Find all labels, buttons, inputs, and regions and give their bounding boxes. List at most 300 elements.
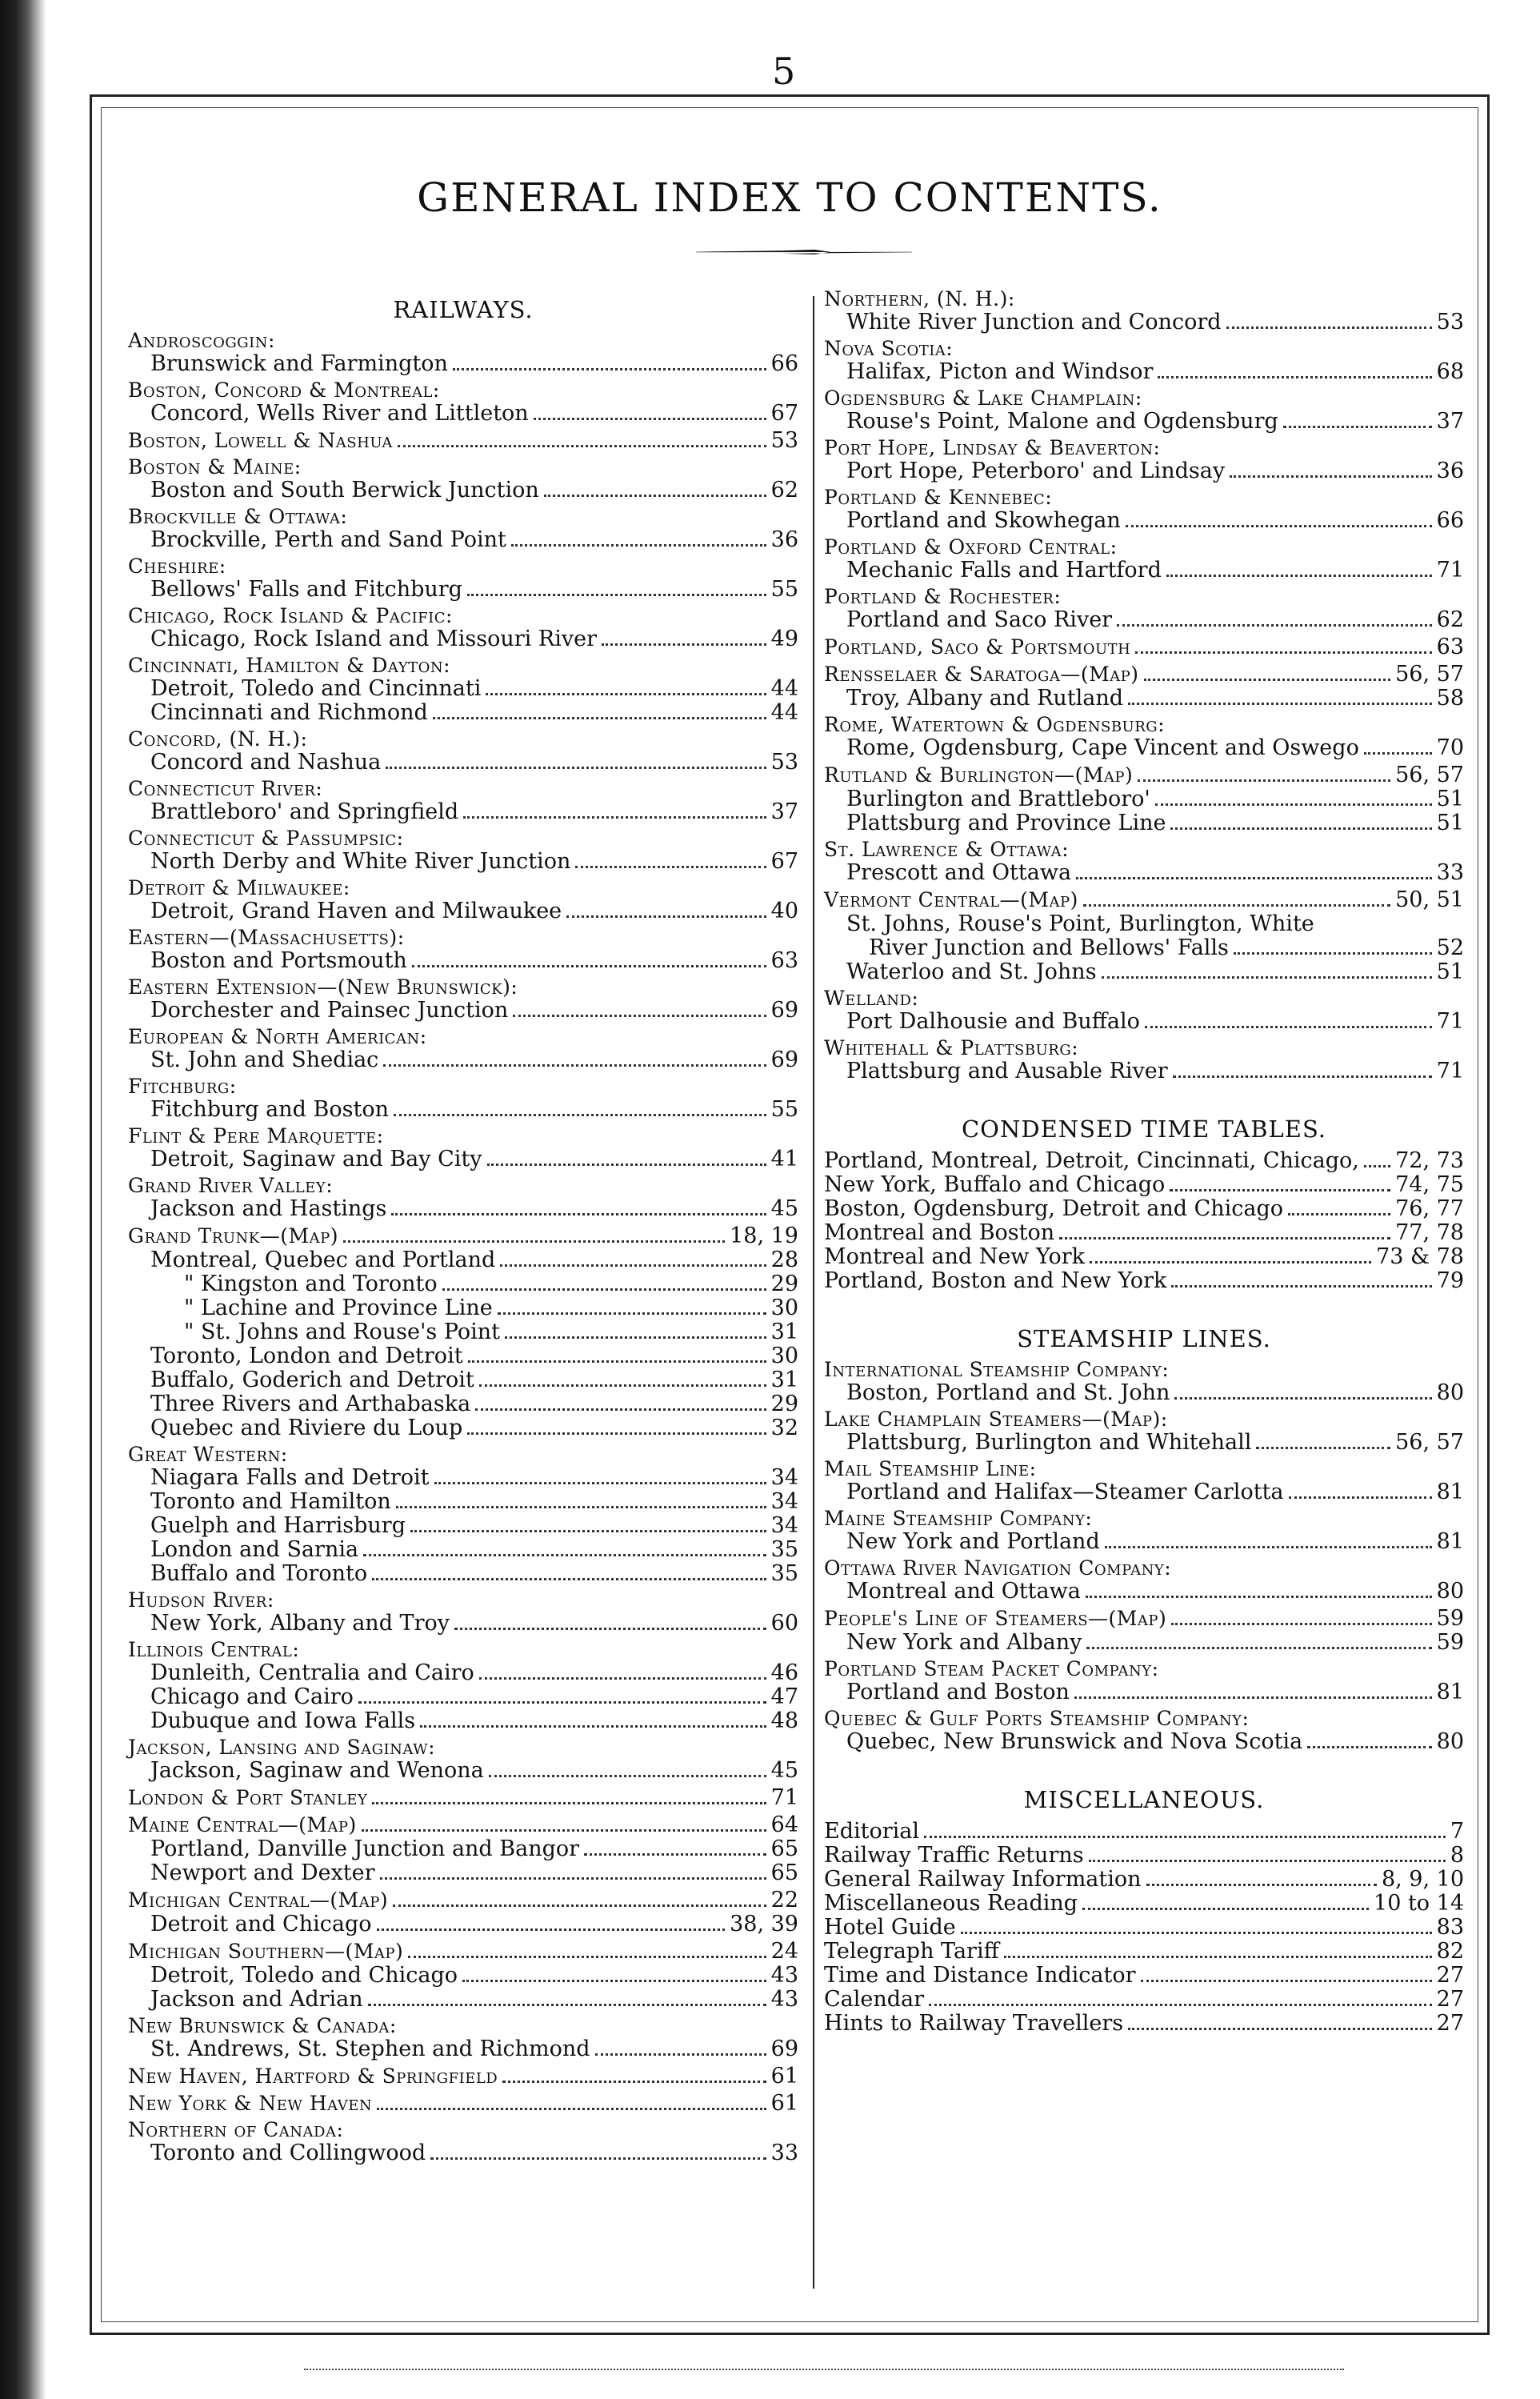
index-entry-title: Portland Steam Packet Company: bbox=[824, 1657, 1159, 1680]
index-line bbox=[824, 1580, 1464, 1604]
index-line-text: Plattsburg and Ausable River bbox=[846, 1059, 1168, 1083]
index-entry-heading-line bbox=[128, 2092, 798, 2116]
index-line-text: Calendar bbox=[824, 1987, 925, 2012]
index-line-text: Port Dalhousie and Buffalo bbox=[846, 1009, 1140, 1034]
index-line bbox=[128, 1466, 798, 1490]
dot-leader bbox=[513, 1015, 766, 1017]
page-ref: 71 bbox=[770, 1785, 798, 1810]
index-line-text: Telegraph Tariff bbox=[824, 1939, 999, 1964]
index-line bbox=[128, 1197, 798, 1221]
dot-leader bbox=[534, 418, 766, 420]
index-line bbox=[128, 2141, 798, 2165]
index-line-text: Hotel Guide bbox=[824, 1915, 956, 1940]
index-line-text: Cincinnati and Richmond bbox=[150, 700, 428, 725]
index-entry-title: Northern of Canada: bbox=[128, 2118, 344, 2141]
index-entry-title: International Steamship Company: bbox=[824, 1358, 1170, 1381]
index-entry bbox=[128, 605, 798, 651]
dot-leader bbox=[462, 1980, 766, 1982]
dot-leader bbox=[595, 2053, 766, 2056]
index-entry bbox=[128, 778, 798, 824]
page-ref: 63 bbox=[1436, 635, 1464, 659]
page-ref: 74, 75 bbox=[1395, 1172, 1464, 1197]
index-entry-title: St. Lawrence & Ottawa: bbox=[824, 838, 1070, 861]
index-line-text: North Derby and White River Junction bbox=[150, 849, 571, 874]
index-line bbox=[128, 1759, 798, 1783]
page-ref: 22 bbox=[770, 1888, 798, 1912]
dot-leader bbox=[463, 816, 766, 819]
page-ref: 43 bbox=[770, 1963, 798, 1988]
index-entry bbox=[824, 536, 1464, 583]
index-line-text: White River Junction and Concord bbox=[846, 310, 1222, 334]
page-ref: 27 bbox=[1436, 2011, 1464, 2036]
index-entry-title: Eastern—(Massachusetts): bbox=[128, 926, 405, 949]
left-column bbox=[128, 288, 798, 2169]
index-line-text: Dunleith, Centralia and Cairo bbox=[150, 1660, 474, 1685]
index-line bbox=[128, 850, 798, 874]
index-line bbox=[128, 1912, 798, 1936]
page-ref: 71 bbox=[1436, 558, 1464, 583]
dot-leader bbox=[566, 915, 766, 918]
dot-leader bbox=[1059, 1237, 1390, 1240]
index-line bbox=[824, 1197, 1464, 1221]
dot-leader bbox=[467, 594, 766, 596]
index-line-text: St. Andrews, St. Stephen and Richmond bbox=[150, 2037, 590, 2061]
index-line-text: General Railway Information bbox=[824, 1867, 1142, 1892]
index-entry bbox=[128, 1786, 798, 1810]
index-line-text: Prescott and Ottawa bbox=[846, 860, 1072, 885]
page-ref: 52 bbox=[1436, 935, 1464, 960]
right-column bbox=[824, 288, 1464, 2036]
dot-leader bbox=[479, 1384, 766, 1387]
index-entry-title: Rutland & Burlington—(Map) bbox=[824, 763, 1134, 787]
page-ref: 81 bbox=[1436, 1529, 1464, 1554]
dot-leader bbox=[511, 544, 766, 547]
index-line bbox=[128, 1392, 798, 1416]
dot-leader bbox=[475, 1408, 766, 1411]
index-line bbox=[824, 310, 1464, 334]
page-ref: 71 bbox=[1436, 1059, 1464, 1083]
index-entry-heading-line bbox=[128, 429, 798, 453]
index-line bbox=[824, 811, 1464, 835]
page-ref: 69 bbox=[770, 1047, 798, 1072]
index-line bbox=[128, 1964, 798, 1988]
index-line-text: Time and Distance Indicator bbox=[824, 1963, 1136, 1988]
index-entry bbox=[824, 663, 1464, 711]
index-line-text: Buffalo and Toronto bbox=[150, 1561, 368, 1586]
index-line-text: Montreal and New York bbox=[824, 1244, 1085, 1269]
page-ref: 62 bbox=[770, 478, 798, 503]
index-line bbox=[128, 1988, 798, 2012]
index-entry bbox=[128, 1075, 798, 1122]
index-entry bbox=[128, 728, 798, 775]
index-line bbox=[128, 1248, 798, 1272]
index-line bbox=[128, 999, 798, 1023]
dot-leader bbox=[1117, 624, 1432, 627]
page-ref: 79 bbox=[1436, 1268, 1464, 1293]
dot-leader bbox=[408, 1956, 766, 1958]
dot-leader bbox=[575, 866, 766, 868]
index-line bbox=[824, 1940, 1464, 1964]
index-line bbox=[128, 1098, 798, 1122]
page-ref: 43 bbox=[770, 1987, 798, 2012]
index-entry-title: Connecticut & Passumpsic: bbox=[128, 827, 404, 850]
index-entry bbox=[824, 839, 1464, 885]
page-ref: 53 bbox=[770, 750, 798, 775]
dot-leader bbox=[377, 1928, 726, 1931]
page-ref: 56, 57 bbox=[1395, 763, 1464, 787]
index-entry-title: People's Line of Steamers—(Map) bbox=[824, 1607, 1167, 1630]
page-ref: 53 bbox=[1436, 310, 1464, 334]
index-entry bbox=[824, 1708, 1464, 1754]
index-line bbox=[824, 1269, 1464, 1293]
index-entry bbox=[128, 1813, 798, 1885]
index-entry-title: Welland: bbox=[824, 987, 919, 1010]
index-line bbox=[128, 1368, 798, 1392]
dot-leader bbox=[1146, 1884, 1377, 1886]
index-line bbox=[128, 479, 798, 503]
index-line bbox=[128, 899, 798, 923]
index-line-text: Brattleboro' and Springfield bbox=[150, 799, 459, 824]
book-binding-edge bbox=[0, 0, 46, 2399]
index-line bbox=[128, 1048, 798, 1072]
index-entry bbox=[128, 1125, 798, 1171]
index-entry-title: New Haven, Hartford & Springfield bbox=[128, 2065, 498, 2088]
index-line-text: St. Johns, Rouse's Point, Burlington, White bbox=[846, 911, 1314, 936]
dot-leader bbox=[602, 643, 766, 646]
index-entry-title: Fitchburg: bbox=[128, 1075, 237, 1098]
page-ref: 65 bbox=[770, 1836, 798, 1861]
page-ref: 36 bbox=[770, 527, 798, 552]
index-line bbox=[824, 1010, 1464, 1034]
page-ref: 55 bbox=[770, 577, 798, 602]
index-entry bbox=[128, 1639, 798, 1733]
index-entry bbox=[128, 2015, 798, 2061]
page-ref: 10 to 14 bbox=[1374, 1891, 1464, 1916]
index-entry bbox=[128, 1026, 798, 1072]
index-line-text: Bellows' Falls and Fitchburg bbox=[150, 577, 462, 602]
dot-leader bbox=[386, 767, 766, 769]
index-entry bbox=[128, 1444, 798, 1586]
index-entry-title: London & Port Stanley bbox=[128, 1786, 368, 1809]
index-entry bbox=[824, 387, 1464, 434]
index-entry-title: New Brunswick & Canada: bbox=[128, 2014, 397, 2037]
dot-leader bbox=[544, 495, 766, 497]
index-entry-title: Maine Steamship Company: bbox=[824, 1507, 1093, 1530]
index-line bbox=[824, 1964, 1464, 1988]
index-entry-title: Cheshire: bbox=[128, 555, 226, 578]
index-line-text: Burlington and Brattleboro' bbox=[846, 787, 1150, 811]
page-ref: 46 bbox=[770, 1660, 798, 1685]
index-entry bbox=[128, 655, 798, 725]
index-line-text: Concord, Wells River and Littleton bbox=[150, 401, 529, 426]
index-entry-title: Rensselaer & Saratoga—(Map) bbox=[824, 663, 1139, 686]
index-entry bbox=[128, 429, 798, 453]
dot-leader bbox=[368, 2004, 766, 2006]
dot-leader bbox=[1170, 1189, 1390, 1191]
index-line bbox=[128, 1147, 798, 1171]
dot-leader bbox=[1145, 1026, 1432, 1028]
index-entry-title: European & North American: bbox=[128, 1025, 427, 1048]
index-line bbox=[128, 1344, 798, 1368]
dot-leader bbox=[430, 2157, 766, 2160]
index-line-text: London and Sarnia bbox=[150, 1537, 359, 1562]
index-entry-title: Grand River Valley: bbox=[128, 1174, 334, 1197]
dot-leader bbox=[380, 1877, 766, 1880]
dot-leader bbox=[1256, 1447, 1390, 1449]
index-entry bbox=[128, 555, 798, 602]
index-line-text: " St. Johns and Rouse's Point bbox=[184, 1320, 501, 1344]
index-line-text: Quebec, New Brunswick and Nova Scotia bbox=[846, 1729, 1303, 1754]
index-entry-title: Vermont Central—(Map) bbox=[824, 888, 1078, 911]
index-line-text: Boston and Portsmouth bbox=[150, 948, 407, 973]
page-ref: 30 bbox=[770, 1296, 798, 1320]
index-line-text: Jackson and Hastings bbox=[150, 1196, 387, 1221]
index-line-text: Niagara Falls and Detroit bbox=[150, 1465, 430, 1490]
railway-index-list bbox=[128, 330, 798, 2165]
index-line bbox=[128, 1320, 798, 1344]
page-ref: 73 & 78 bbox=[1376, 1244, 1464, 1269]
index-line bbox=[824, 1680, 1464, 1704]
index-line bbox=[824, 1868, 1464, 1892]
dot-leader bbox=[1174, 1397, 1431, 1400]
dot-leader bbox=[454, 1628, 766, 1630]
page-ref: 8 bbox=[1450, 1843, 1464, 1868]
index-entry bbox=[824, 1557, 1464, 1604]
page-ref: 45 bbox=[770, 1196, 798, 1221]
page-number: 5 bbox=[772, 50, 796, 93]
dot-leader bbox=[1155, 803, 1432, 806]
index-line-text: Quebec and Riviere du Loup bbox=[150, 1416, 463, 1440]
page-ref: 61 bbox=[770, 2091, 798, 2116]
dot-leader bbox=[1074, 1696, 1432, 1699]
dot-leader bbox=[1230, 475, 1432, 478]
index-entry bbox=[128, 379, 798, 426]
page-ref: 35 bbox=[770, 1537, 798, 1562]
index-entry bbox=[824, 635, 1464, 659]
index-entry-heading-line bbox=[824, 663, 1464, 687]
dot-leader bbox=[362, 1829, 766, 1832]
index-entry-title: New York & New Haven bbox=[128, 2092, 373, 2115]
index-line-text: Waterloo and St. Johns bbox=[846, 959, 1097, 984]
index-line-text: Newport and Dexter bbox=[150, 1860, 375, 1885]
index-entry bbox=[824, 763, 1464, 835]
dot-leader bbox=[1144, 679, 1391, 681]
index-line bbox=[128, 1416, 798, 1440]
index-line-text: Detroit, Toledo and Chicago bbox=[150, 1963, 458, 1988]
index-line-text: Dubuque and Iowa Falls bbox=[150, 1708, 416, 1733]
index-line-text: Halifax, Picton and Windsor bbox=[846, 359, 1154, 384]
page-ref: 68 bbox=[1436, 359, 1464, 384]
index-line-text: Three Rivers and Arthabaska bbox=[150, 1392, 471, 1416]
index-entry-title: Androscoggin: bbox=[128, 329, 275, 352]
page-ref: 71 bbox=[1436, 1009, 1464, 1034]
page-ref: 27 bbox=[1436, 1987, 1464, 2012]
dot-leader bbox=[1288, 1213, 1390, 1216]
page-ref: 65 bbox=[770, 1860, 798, 1885]
index-line bbox=[128, 1514, 798, 1538]
index-line bbox=[824, 1059, 1464, 1083]
index-line bbox=[824, 787, 1464, 811]
index-line bbox=[128, 1296, 798, 1320]
page-ref: 34 bbox=[770, 1489, 798, 1514]
index-line-text: Detroit, Toledo and Cincinnati bbox=[150, 676, 482, 701]
index-line bbox=[128, 528, 798, 552]
index-line bbox=[824, 410, 1464, 434]
index-line bbox=[128, 1562, 798, 1586]
index-line-text: Brockville, Perth and Sand Point bbox=[150, 527, 506, 552]
page-ref: 82 bbox=[1436, 1939, 1464, 1964]
index-line-text: Portland, Danville Junction and Bangor bbox=[150, 1836, 580, 1861]
index-line-text: Detroit and Chicago bbox=[150, 1912, 372, 1936]
index-line bbox=[824, 912, 1464, 936]
page-ref: 66 bbox=[1436, 508, 1464, 533]
page-ref: 50, 51 bbox=[1395, 887, 1464, 912]
dot-leader bbox=[486, 693, 766, 695]
index-entry bbox=[128, 877, 798, 923]
railway-index-list-continued bbox=[824, 288, 1464, 1083]
index-line-text: Boston, Portland and St. John bbox=[846, 1380, 1170, 1405]
page-ref: 55 bbox=[770, 1097, 798, 1122]
index-line bbox=[128, 1272, 798, 1296]
index-entry-title: Illinois Central: bbox=[128, 1638, 300, 1661]
index-line-text: Brunswick and Farmington bbox=[150, 351, 448, 376]
steamship-heading: STEAMSHIP LINES. bbox=[1017, 1325, 1271, 1352]
dot-leader bbox=[394, 1114, 766, 1116]
index-line-text: Fitchburg and Boston bbox=[150, 1097, 389, 1122]
dot-leader bbox=[929, 2004, 1432, 2006]
dot-leader bbox=[489, 1775, 766, 1777]
index-line bbox=[128, 1661, 798, 1685]
index-line-text: Detroit, Grand Haven and Milwaukee bbox=[150, 899, 562, 923]
index-line-text: Toronto and Collingwood bbox=[150, 2141, 426, 2165]
index-line-text: Chicago, Rock Island and Missouri River bbox=[150, 627, 597, 651]
dot-leader bbox=[398, 445, 766, 447]
index-line bbox=[824, 509, 1464, 533]
index-line-text: Concord and Nashua bbox=[150, 750, 382, 775]
index-line bbox=[824, 1820, 1464, 1844]
index-line bbox=[824, 608, 1464, 632]
index-entry-title: Connecticut River: bbox=[128, 777, 323, 800]
index-line-text: New York and Portland bbox=[846, 1529, 1100, 1554]
index-entry bbox=[128, 1589, 798, 1636]
index-line bbox=[128, 1709, 798, 1733]
page-ref: 80 bbox=[1436, 1729, 1464, 1754]
index-entry-title: Nova Scotia: bbox=[824, 337, 954, 360]
index-entry-title: Cincinnati, Hamilton & Dayton: bbox=[128, 654, 451, 677]
dot-leader bbox=[1083, 904, 1390, 907]
page-ref: 51 bbox=[1436, 959, 1464, 984]
dot-leader bbox=[467, 1432, 766, 1435]
dot-leader bbox=[502, 2081, 766, 2083]
index-line-text: Mechanic Falls and Hartford bbox=[846, 558, 1162, 583]
dot-leader bbox=[420, 1725, 766, 1728]
index-line-text: St. John and Shediac bbox=[150, 1047, 379, 1072]
dot-leader bbox=[1082, 1908, 1369, 1910]
dot-leader bbox=[442, 1288, 766, 1291]
dot-leader bbox=[1171, 1623, 1431, 1625]
dot-leader bbox=[924, 1836, 1446, 1838]
index-line-text: Editorial bbox=[824, 1819, 920, 1844]
dot-leader bbox=[393, 1904, 766, 1907]
page-ref: 41 bbox=[770, 1147, 798, 1171]
page-ref: 31 bbox=[770, 1320, 798, 1344]
index-line-text: Guelph and Harrisburg bbox=[150, 1513, 406, 1538]
page-ref: 34 bbox=[770, 1513, 798, 1538]
index-entry bbox=[128, 827, 798, 874]
index-entry-title: Eastern Extension—(New Brunswick): bbox=[128, 975, 518, 999]
index-entry-title: Ottawa River Navigation Company: bbox=[824, 1556, 1172, 1580]
index-entry-title: Hudson River: bbox=[128, 1588, 274, 1612]
index-entry bbox=[824, 288, 1464, 334]
index-entry-title: Quebec & Gulf Ports Steamship Company: bbox=[824, 1707, 1250, 1730]
index-line bbox=[824, 360, 1464, 384]
page-ref: 34 bbox=[770, 1465, 798, 1490]
time-tables-heading: CONDENSED TIME TABLES. bbox=[961, 1115, 1326, 1143]
page-ref: 51 bbox=[1436, 787, 1464, 811]
index-line-text: Montreal, Quebec and Portland bbox=[150, 1248, 496, 1272]
index-line-text: Toronto, London and Detroit bbox=[150, 1344, 463, 1368]
index-line bbox=[824, 559, 1464, 583]
index-entry-heading-line bbox=[128, 1940, 798, 1964]
index-entry-title: Portland, Saco & Portsmouth bbox=[824, 635, 1131, 659]
page-ref: 63 bbox=[770, 948, 798, 973]
index-line bbox=[824, 1245, 1464, 1269]
page-ref: 32 bbox=[770, 1416, 798, 1440]
page-ref: 72, 73 bbox=[1395, 1148, 1464, 1173]
dot-leader bbox=[391, 1213, 766, 1216]
index-line bbox=[824, 1149, 1464, 1173]
index-entry-heading-line bbox=[128, 1224, 798, 1248]
index-entry bbox=[824, 888, 1464, 984]
index-line bbox=[128, 1861, 798, 1885]
index-line bbox=[824, 1431, 1464, 1455]
index-line-text: Portland, Boston and New York bbox=[824, 1268, 1167, 1293]
page-ref: 51 bbox=[1436, 811, 1464, 835]
page-ref: 33 bbox=[1436, 860, 1464, 885]
index-line-text: Plattsburg, Burlington and Whitehall bbox=[846, 1430, 1252, 1455]
index-line bbox=[128, 1538, 798, 1562]
dot-leader bbox=[1004, 1956, 1432, 1958]
page-ref: 49 bbox=[770, 627, 798, 651]
index-line bbox=[824, 1381, 1464, 1405]
index-line-text: New York, Buffalo and Chicago bbox=[824, 1172, 1166, 1197]
index-line bbox=[128, 352, 798, 376]
index-entry-title: Lake Champlain Steamers—(Map): bbox=[824, 1408, 1168, 1431]
bottom-dotted-rule bbox=[304, 2369, 1344, 2370]
page-ref: 58 bbox=[1436, 686, 1464, 711]
dot-leader bbox=[1166, 575, 1432, 577]
page-ref: 80 bbox=[1436, 1579, 1464, 1604]
index-line bbox=[128, 2037, 798, 2061]
index-line bbox=[128, 701, 798, 725]
page-ref: 7 bbox=[1450, 1819, 1464, 1844]
dot-leader bbox=[1307, 1746, 1431, 1748]
miscellaneous-list bbox=[824, 1820, 1464, 2036]
page-ref: 59 bbox=[1436, 1606, 1464, 1631]
index-entry bbox=[824, 1458, 1464, 1504]
index-line bbox=[128, 1490, 798, 1514]
dot-leader bbox=[1086, 1596, 1432, 1598]
index-line-text: Rome, Ogdensburg, Cape Vincent and Oswego bbox=[846, 735, 1359, 760]
page-ref: 56, 57 bbox=[1395, 1430, 1464, 1455]
page-ref: 53 bbox=[770, 428, 798, 453]
index-line-text: Portland and Boston bbox=[846, 1680, 1070, 1704]
index-line-text: Portland and Skowhegan bbox=[846, 508, 1121, 533]
index-line bbox=[824, 1631, 1464, 1655]
dot-leader bbox=[343, 1240, 725, 1243]
index-entry bbox=[824, 487, 1464, 533]
index-entry bbox=[824, 1508, 1464, 1554]
